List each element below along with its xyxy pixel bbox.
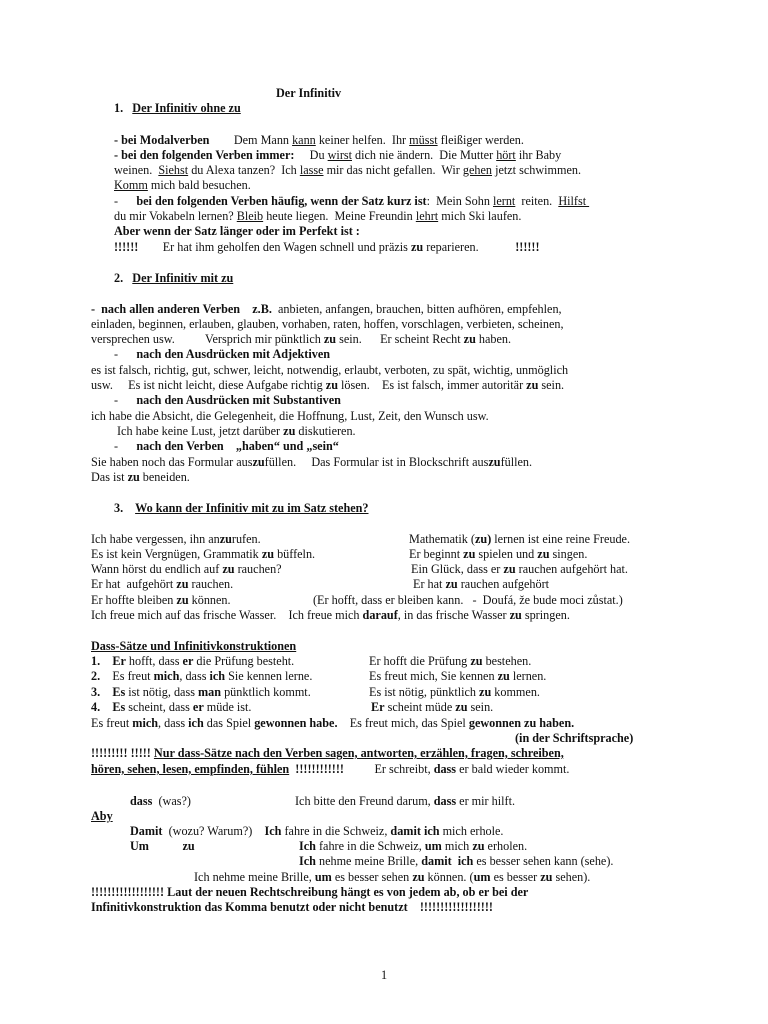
- text-segment: Dass-Sätze und Infinitivkonstruktionen: [91, 639, 297, 653]
- text-segment: lehrt: [415, 209, 439, 223]
- text-segment: zu: [176, 593, 189, 607]
- text-segment: einladen, beginnen, erlauben, glauben, vorhaben, raten, hoffen, vorschlagen, verbieten, scheinen,: [91, 317, 564, 331]
- text-segment: Ich: [299, 854, 316, 868]
- text-line: [91, 608, 570, 623]
- text-segment: ich: [209, 669, 226, 683]
- text-segment: Es freut: [91, 716, 133, 730]
- text-line: [91, 577, 233, 592]
- text-segment: nehme meine Brille,: [315, 854, 422, 868]
- text-line: [276, 86, 341, 101]
- text-segment: 1. Er: [91, 654, 126, 668]
- text-line: [114, 148, 561, 163]
- text-line: [114, 133, 524, 148]
- text-segment: Er hoffte bleiben: [91, 593, 177, 607]
- text-line: [91, 532, 261, 547]
- text-segment: Es freut mich, das Spiel: [337, 716, 469, 730]
- text-segment: usw. Es ist nicht leicht, diese Aufgabe richtig: [91, 378, 326, 392]
- text-segment: es besser sehen kann (sehe).: [473, 854, 614, 868]
- text-segment: 2.: [91, 669, 113, 683]
- text-segment: Ich habe vergessen, ihn an: [91, 532, 220, 546]
- text-segment: hört: [496, 148, 516, 162]
- text-line: [91, 762, 569, 777]
- text-segment: heute liegen. Meine Freundin: [263, 209, 416, 223]
- text-segment: zu: [497, 669, 510, 683]
- text-segment: Er schreibt,: [343, 762, 434, 776]
- text-line: [130, 794, 191, 809]
- text-segment: zu: [540, 870, 553, 884]
- text-segment: !!!!!!!!! !!!!!: [91, 746, 154, 760]
- text-segment: Hilfst: [558, 194, 590, 208]
- text-segment: dich nie ändern. Die Mutter: [352, 148, 497, 162]
- text-segment: mich Ski laufen.: [438, 209, 522, 223]
- text-line: [91, 639, 296, 654]
- text-line: [117, 424, 356, 439]
- text-segment: spielen und: [475, 547, 538, 561]
- text-segment: (in der Schriftsprache): [515, 731, 634, 745]
- text-line: [515, 731, 633, 746]
- text-line: [371, 700, 493, 715]
- text-segment: zu: [463, 547, 476, 561]
- text-segment: Das ist: [91, 470, 128, 484]
- text-segment: ich habe die Absicht, die Gelegenheit, die Hoffnung, Lust, Zeit, den Wunsch usw.: [91, 409, 489, 423]
- text-segment: füllen. Das Formular ist in Blockschrift aus: [264, 455, 489, 469]
- text-segment: um: [473, 870, 491, 884]
- text-line: [114, 178, 251, 193]
- text-segment: er bald wieder kommt.: [456, 762, 570, 776]
- text-segment: Der Infinitiv mit zu: [132, 271, 234, 285]
- text-segment: kommen.: [491, 685, 540, 699]
- text-segment: damit ich: [421, 854, 474, 868]
- text-segment: zu: [182, 839, 195, 853]
- text-segment: büffeln.: [274, 547, 316, 561]
- text-segment: Er hat aufgehört: [91, 577, 177, 591]
- text-segment: sein. Er scheint Recht: [336, 332, 464, 346]
- text-line: [114, 271, 233, 286]
- text-segment: mich: [153, 669, 180, 683]
- text-segment: [149, 839, 183, 853]
- text-segment: Wann hörst du endlich auf: [91, 562, 223, 576]
- text-segment: dass: [433, 762, 457, 776]
- text-segment: singen.: [549, 547, 588, 561]
- text-segment: dass: [433, 794, 457, 808]
- text-line: [91, 716, 574, 731]
- text-line: [130, 824, 503, 839]
- text-segment: sehen).: [552, 870, 591, 884]
- text-segment: fahre in die Schweiz,: [315, 839, 425, 853]
- text-segment: Es ist kein Vergnügen, Grammatik: [91, 547, 262, 561]
- text-line: [409, 547, 587, 562]
- text-segment: rufen.: [231, 532, 261, 546]
- text-segment: zu: [283, 424, 296, 438]
- text-line: [114, 240, 540, 255]
- text-segment: -: [114, 393, 137, 407]
- text-line: [114, 194, 589, 209]
- text-segment: erholen.: [484, 839, 528, 853]
- text-segment: Er hat: [413, 577, 446, 591]
- text-segment: zu: [323, 332, 337, 346]
- text-line: [91, 409, 489, 424]
- text-segment: die Prüfung besteht.: [193, 654, 295, 668]
- text-line: [299, 854, 613, 869]
- text-line: [91, 363, 568, 378]
- text-segment: lasse: [299, 163, 324, 177]
- text-segment: -: [114, 439, 137, 453]
- text-line: [91, 669, 312, 684]
- text-segment: sein.: [538, 378, 565, 392]
- text-line: [91, 470, 190, 485]
- text-segment: !!!!!!: [114, 240, 139, 254]
- text-segment: nach den Verben „haben“ und „sein“: [136, 439, 339, 453]
- text-line: [91, 685, 311, 700]
- text-segment: es besser: [490, 870, 541, 884]
- text-segment: Ich habe keine Lust, jetzt darüber: [117, 424, 284, 438]
- text-segment: rauchen.: [188, 577, 234, 591]
- text-segment: wirst: [327, 148, 352, 162]
- text-segment: kann: [292, 133, 316, 147]
- text-segment: nach den Ausdrücken mit Adjektiven: [136, 347, 331, 361]
- text-line: [91, 302, 562, 317]
- text-segment: zu: [252, 455, 265, 469]
- text-segment: (was?): [152, 794, 191, 808]
- text-segment: Er hofft die Prüfung: [369, 654, 471, 668]
- text-segment: lernen.: [509, 669, 547, 683]
- text-segment: !!!!!!: [515, 240, 540, 254]
- text-segment: Wo kann der Infinitiv mit zu im Satz stehen?: [135, 501, 369, 515]
- text-segment: zu: [261, 547, 275, 561]
- text-segment: ich: [188, 716, 204, 730]
- text-segment: rauchen aufgehört hat.: [515, 562, 628, 576]
- text-segment: , in das frische Wasser: [397, 608, 510, 622]
- text-segment: scheint, dass: [125, 700, 193, 714]
- text-segment: Bleib: [236, 209, 264, 223]
- text-segment: müsst: [409, 133, 438, 147]
- text-segment: jetzt schwimmen.: [492, 163, 582, 177]
- text-segment: zu: [410, 240, 424, 254]
- text-line: [91, 332, 511, 347]
- text-segment: beneiden.: [139, 470, 190, 484]
- text-line: [114, 101, 241, 116]
- text-segment: zu): [475, 532, 492, 546]
- text-segment: Ich: [299, 839, 316, 853]
- text-segment: pünktlich kommt.: [221, 685, 311, 699]
- text-segment: er: [182, 654, 194, 668]
- text-segment: 3. Es: [91, 685, 126, 699]
- text-segment: Sie kennen lerne.: [225, 669, 313, 683]
- text-segment: rauchen aufgehört: [457, 577, 550, 591]
- text-segment: Ich bitte den Freund darum,: [295, 794, 434, 808]
- text-segment: er: [192, 700, 204, 714]
- text-line: [91, 378, 564, 393]
- text-segment: mich erhole.: [439, 824, 504, 838]
- text-segment: man: [198, 685, 222, 699]
- text-segment: zu: [412, 870, 425, 884]
- text-segment: versprechen usw. Versprich mir pünktlich: [91, 332, 324, 346]
- text-segment: dass: [130, 794, 153, 808]
- text-segment: zu: [222, 562, 235, 576]
- text-segment: lösen. Es ist falsch, immer autoritär: [337, 378, 527, 392]
- text-segment: Ein Glück, dass er: [411, 562, 504, 576]
- text-segment: zu: [470, 654, 483, 668]
- text-segment: rauchen?: [234, 562, 282, 576]
- text-line: [295, 794, 515, 809]
- text-segment: weinen.: [114, 163, 159, 177]
- text-line: [91, 593, 231, 608]
- text-segment: füllen.: [500, 455, 533, 469]
- text-line: [114, 439, 339, 454]
- text-segment: Er beginnt: [409, 547, 464, 561]
- text-segment: reiten.: [515, 194, 559, 208]
- text-segment: zu: [488, 455, 501, 469]
- text-segment: lernt: [492, 194, 516, 208]
- text-segment: zu: [472, 839, 485, 853]
- text-segment: Aber wenn der Satz länger oder im Perfekt ist :: [114, 224, 360, 238]
- text-segment: , dass: [158, 716, 189, 730]
- text-line: [369, 685, 540, 700]
- text-segment: zu: [503, 562, 516, 576]
- text-segment: Mathematik (: [409, 532, 475, 546]
- text-line: [91, 455, 532, 470]
- text-segment: das Spiel: [203, 716, 255, 730]
- text-segment: mich bald besuchen.: [147, 178, 251, 192]
- text-segment: damit ich: [390, 824, 440, 838]
- text-segment: es ist falsch, richtig, gut, schwer, leicht, notwendig, erlaubt, verboten, zu spät, wichtig, unmöglich: [91, 363, 569, 377]
- text-segment: um: [424, 839, 442, 853]
- text-segment: !!!!!!!!!!!!: [289, 762, 344, 776]
- text-segment: zu: [176, 577, 189, 591]
- text-line: [411, 562, 628, 577]
- text-segment: Es ist nötig, pünktlich: [369, 685, 480, 699]
- text-segment: zu: [537, 547, 550, 561]
- text-line: [413, 577, 549, 592]
- text-segment: Der Infinitiv ohne zu: [132, 101, 241, 115]
- text-segment: 4. Es: [91, 700, 126, 714]
- text-segment: Siehst: [158, 163, 189, 177]
- text-line: [91, 562, 282, 577]
- text-line: [409, 532, 630, 547]
- text-line: [114, 393, 341, 408]
- text-segment: Er hat ihm geholfen den Wagen schnell und präzis: [138, 240, 411, 254]
- text-segment: Du: [294, 148, 328, 162]
- text-segment: Nur dass-Sätze nach den Verben sagen, antworten, erzählen, fragen, schreiben,: [153, 746, 564, 760]
- text-segment: (wozu? Warum?): [162, 824, 265, 838]
- text-segment: haben.: [475, 332, 512, 346]
- text-segment: Es freut mich, Sie kennen: [369, 669, 498, 683]
- text-segment: -: [114, 194, 137, 208]
- text-line: [91, 654, 294, 669]
- text-segment: bestehen.: [482, 654, 532, 668]
- text-segment: -: [114, 347, 137, 361]
- text-line: [114, 209, 521, 224]
- text-segment: zu: [325, 378, 338, 392]
- text-segment: zu: [509, 608, 522, 622]
- text-segment: hofft, dass: [125, 654, 183, 668]
- text-segment: du Alexa tanzen? Ich: [188, 163, 300, 177]
- text-segment: : Mein Sohn: [426, 194, 493, 208]
- text-line: [114, 224, 360, 239]
- text-segment: keiner helfen. Ihr: [315, 133, 410, 147]
- text-segment: 1.: [114, 101, 133, 115]
- text-segment: gewonnen zu haben.: [468, 716, 575, 730]
- text-line: [91, 700, 251, 715]
- text-segment: Ich nehme meine Brille,: [194, 870, 315, 884]
- page-number: 1: [381, 968, 388, 982]
- text-segment: gewonnen habe.: [254, 716, 338, 730]
- text-segment: zu: [445, 577, 458, 591]
- text-segment: ist nötig, dass: [125, 685, 198, 699]
- text-line: [194, 870, 590, 885]
- text-line: [299, 839, 527, 854]
- text-segment: !!!!!!!!!!!!!!!!!! Laut der neuen Rechtschreibung hängt es von jedem ab, ob er bei der: [91, 885, 529, 899]
- text-segment: Sie haben noch das Formular aus: [91, 455, 253, 469]
- text-segment: 2.: [114, 271, 133, 285]
- text-line: [313, 593, 623, 608]
- text-segment: Damit: [130, 824, 163, 838]
- text-segment: er mir hilft.: [456, 794, 516, 808]
- text-line: [369, 654, 531, 669]
- text-segment: , dass: [179, 669, 210, 683]
- text-segment: um: [314, 870, 332, 884]
- text-segment: (Er hofft, dass er bleiben kann. - Doufá, že bude moci zůstat.): [313, 593, 623, 607]
- text-segment: müde ist.: [203, 700, 252, 714]
- text-segment: können.: [188, 593, 231, 607]
- text-segment: mir das nicht gefallen. Wir: [323, 163, 463, 177]
- text-segment: Dem Mann: [233, 133, 293, 147]
- text-segment: zu: [479, 685, 492, 699]
- text-segment: zu: [455, 700, 468, 714]
- text-line: [91, 746, 564, 761]
- text-segment: diskutieren.: [295, 424, 356, 438]
- text-line: [91, 317, 564, 332]
- text-segment: mich: [441, 839, 473, 853]
- text-segment: fahre in die Schweiz,: [281, 824, 391, 838]
- text-segment: Komm: [114, 178, 148, 192]
- text-segment: Um: [130, 839, 149, 853]
- text-segment: 3.: [114, 501, 136, 515]
- text-line: [130, 839, 195, 854]
- text-line: [114, 501, 369, 516]
- text-segment: - bei Modalverben: [114, 133, 234, 147]
- text-line: [114, 163, 581, 178]
- text-segment: du mir Vokabeln lernen?: [114, 209, 237, 223]
- text-segment: Ich freue mich auf das frische Wasser. Ich freue mich: [91, 608, 363, 622]
- text-segment: zu: [127, 470, 140, 484]
- text-segment: fleißiger werden.: [437, 133, 524, 147]
- text-segment: Er: [371, 700, 385, 714]
- text-segment: es besser sehen: [331, 870, 413, 884]
- text-segment: Aby: [91, 809, 113, 823]
- text-segment: zu: [219, 532, 232, 546]
- text-line: [369, 669, 546, 684]
- text-segment: reparieren.: [423, 240, 516, 254]
- text-segment: zu: [463, 332, 476, 346]
- text-line: [91, 809, 113, 824]
- text-segment: Ich: [264, 824, 282, 838]
- text-segment: springen.: [521, 608, 570, 622]
- text-line: [91, 900, 493, 915]
- text-segment: lernen ist eine reine Freude.: [491, 532, 630, 546]
- text-segment: anbieten, anfangen, brauchen, bitten aufhören, empfehlen,: [271, 302, 562, 316]
- text-segment: können. (: [424, 870, 474, 884]
- text-segment: ihr Baby: [515, 148, 562, 162]
- text-segment: scheint müde: [384, 700, 456, 714]
- text-segment: nach den Ausdrücken mit Substantiven: [136, 393, 341, 407]
- text-segment: mich: [132, 716, 159, 730]
- text-line: [91, 885, 528, 900]
- text-segment: hören, sehen, lesen, empfinden, fühlen: [91, 762, 290, 776]
- text-segment: zu: [526, 378, 539, 392]
- text-segment: darauf: [362, 608, 398, 622]
- text-line: [114, 347, 330, 362]
- text-line: [91, 547, 315, 562]
- text-segment: bei den folgenden Verben häufig, wenn der Satz kurz ist: [136, 194, 427, 208]
- text-segment: Es freut: [112, 669, 154, 683]
- text-segment: Der Infinitiv: [276, 86, 342, 100]
- text-segment: sein.: [467, 700, 494, 714]
- text-segment: - bei den folgenden Verben immer:: [114, 148, 295, 162]
- text-segment: - nach allen anderen Verben z.B.: [91, 302, 272, 316]
- text-segment: Infinitivkonstruktion das Komma benutzt oder nicht benutzt !!!!!!!!!!!!!!!!!!: [91, 900, 493, 914]
- text-segment: gehen: [462, 163, 493, 177]
